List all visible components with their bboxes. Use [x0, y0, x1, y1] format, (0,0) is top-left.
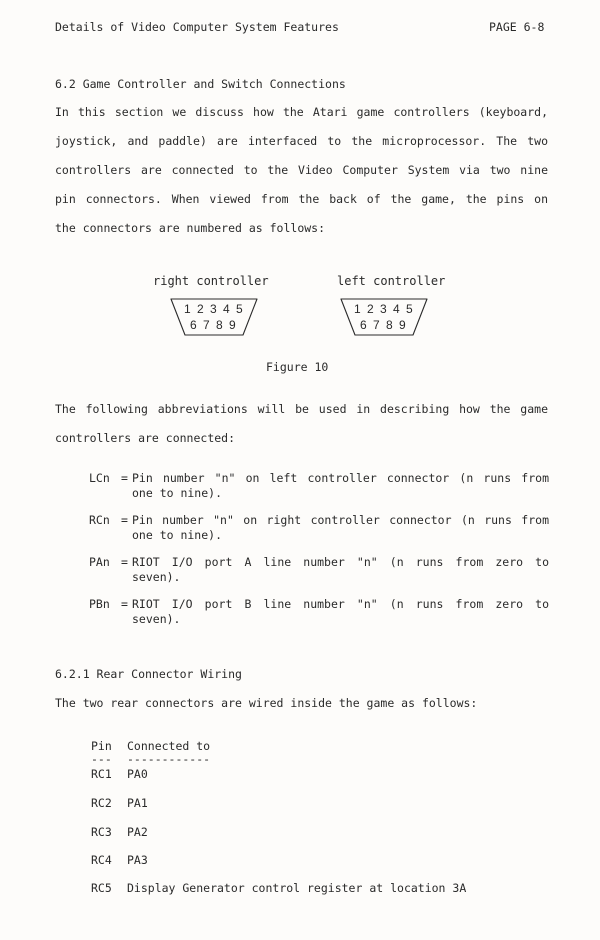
pin-number: 6 — [360, 318, 367, 332]
text-line: joystick, and paddle) are interfaced to the microprocessor. The two — [55, 134, 548, 148]
table-cell-pin: RC3 — [91, 825, 112, 839]
pin-number: 1 — [354, 302, 361, 316]
table-cell-connection: Display Generator control register at location 3A — [127, 881, 467, 895]
pin-number: 7 — [373, 318, 380, 332]
definition-term: PAn — [89, 555, 110, 569]
definition-line: Pin number "n" on right controller connector (n runs from — [132, 513, 549, 527]
header-rule: --- — [91, 752, 112, 766]
definition-term: RCn — [89, 513, 110, 527]
definition-equals: = — [121, 471, 128, 485]
column-header-connected-to: Connected to — [127, 739, 211, 753]
column-header-pin: Pin — [91, 739, 112, 753]
pin-number: 7 — [203, 318, 210, 332]
text-line: controllers are connected: — [55, 431, 236, 445]
definition-equals: = — [121, 597, 128, 611]
page-number: PAGE 6-8 — [489, 20, 545, 34]
table-cell-pin: RC2 — [91, 796, 112, 810]
table-cell-pin: RC5 — [91, 881, 112, 895]
definition-line: RIOT I/O port B line number "n" (n runs from zero to — [132, 597, 549, 611]
section-heading: 6.2 Game Controller and Switch Connections — [55, 77, 346, 91]
table-cell-connection: PA3 — [127, 853, 148, 867]
header-rule: ------------ — [127, 752, 211, 766]
definition-line: one to nine). — [132, 528, 223, 542]
table-cell-connection: PA1 — [127, 796, 148, 810]
definition-line: seven). — [132, 570, 181, 584]
running-header-title: Details of Video Computer System Features — [55, 20, 339, 34]
pin-number: 2 — [197, 302, 204, 316]
definition-line: RIOT I/O port A line number "n" (n runs from zero to — [132, 555, 549, 569]
pin-number: 8 — [216, 318, 223, 332]
definition-term: LCn — [89, 471, 110, 485]
definition-body — [132, 597, 549, 627]
right-controller-label: right controller — [153, 274, 269, 288]
subsection-heading: 6.2.1 Rear Connector Wiring — [55, 667, 242, 681]
figure-caption: Figure 10 — [266, 360, 329, 374]
text-line: pin connectors. When viewed from the back of the game, the pins on — [55, 192, 548, 206]
pin-number: 2 — [367, 302, 374, 316]
definition-equals: = — [121, 555, 128, 569]
definition-line: one to nine). — [132, 486, 223, 500]
table-cell-connection: PA0 — [127, 767, 148, 781]
table-cell-connection: PA2 — [127, 825, 148, 839]
right-connector-diagram — [168, 296, 260, 338]
left-connector-diagram — [338, 296, 430, 338]
text-line: the connectors are numbered as follows: — [55, 221, 326, 235]
subsection-intro: The two rear connectors are wired inside the game as follows: — [55, 696, 478, 710]
text-line: controllers are connected to the Video Computer System via two nine — [55, 163, 548, 177]
pin-number: 5 — [406, 302, 413, 316]
definition-line: Pin number "n" on left controller connector (n runs from — [132, 471, 549, 485]
text-line: In this section we discuss how the Atari game controllers (keyboard, — [55, 105, 548, 119]
pin-number: 3 — [380, 302, 387, 316]
pin-number: 8 — [386, 318, 393, 332]
definition-body — [132, 513, 549, 543]
pin-number: 6 — [190, 318, 197, 332]
table-cell-pin: RC1 — [91, 767, 112, 781]
pin-number: 1 — [184, 302, 191, 316]
pin-number: 9 — [399, 318, 406, 332]
abbrev-intro-paragraph — [55, 395, 548, 453]
intro-paragraph — [55, 98, 548, 243]
pin-number: 9 — [229, 318, 236, 332]
pin-number: 3 — [210, 302, 217, 316]
pin-number: 5 — [236, 302, 243, 316]
left-controller-label: left controller — [337, 274, 446, 288]
pin-number: 4 — [393, 302, 400, 316]
definition-equals: = — [121, 513, 128, 527]
definition-body — [132, 471, 549, 501]
table-cell-pin: RC4 — [91, 853, 112, 867]
definition-term: PBn — [89, 597, 110, 611]
definition-body — [132, 555, 549, 585]
text-line: The following abbreviations will be used in describing how the game — [55, 402, 548, 416]
pin-number: 4 — [223, 302, 230, 316]
definition-line: seven). — [132, 612, 181, 626]
